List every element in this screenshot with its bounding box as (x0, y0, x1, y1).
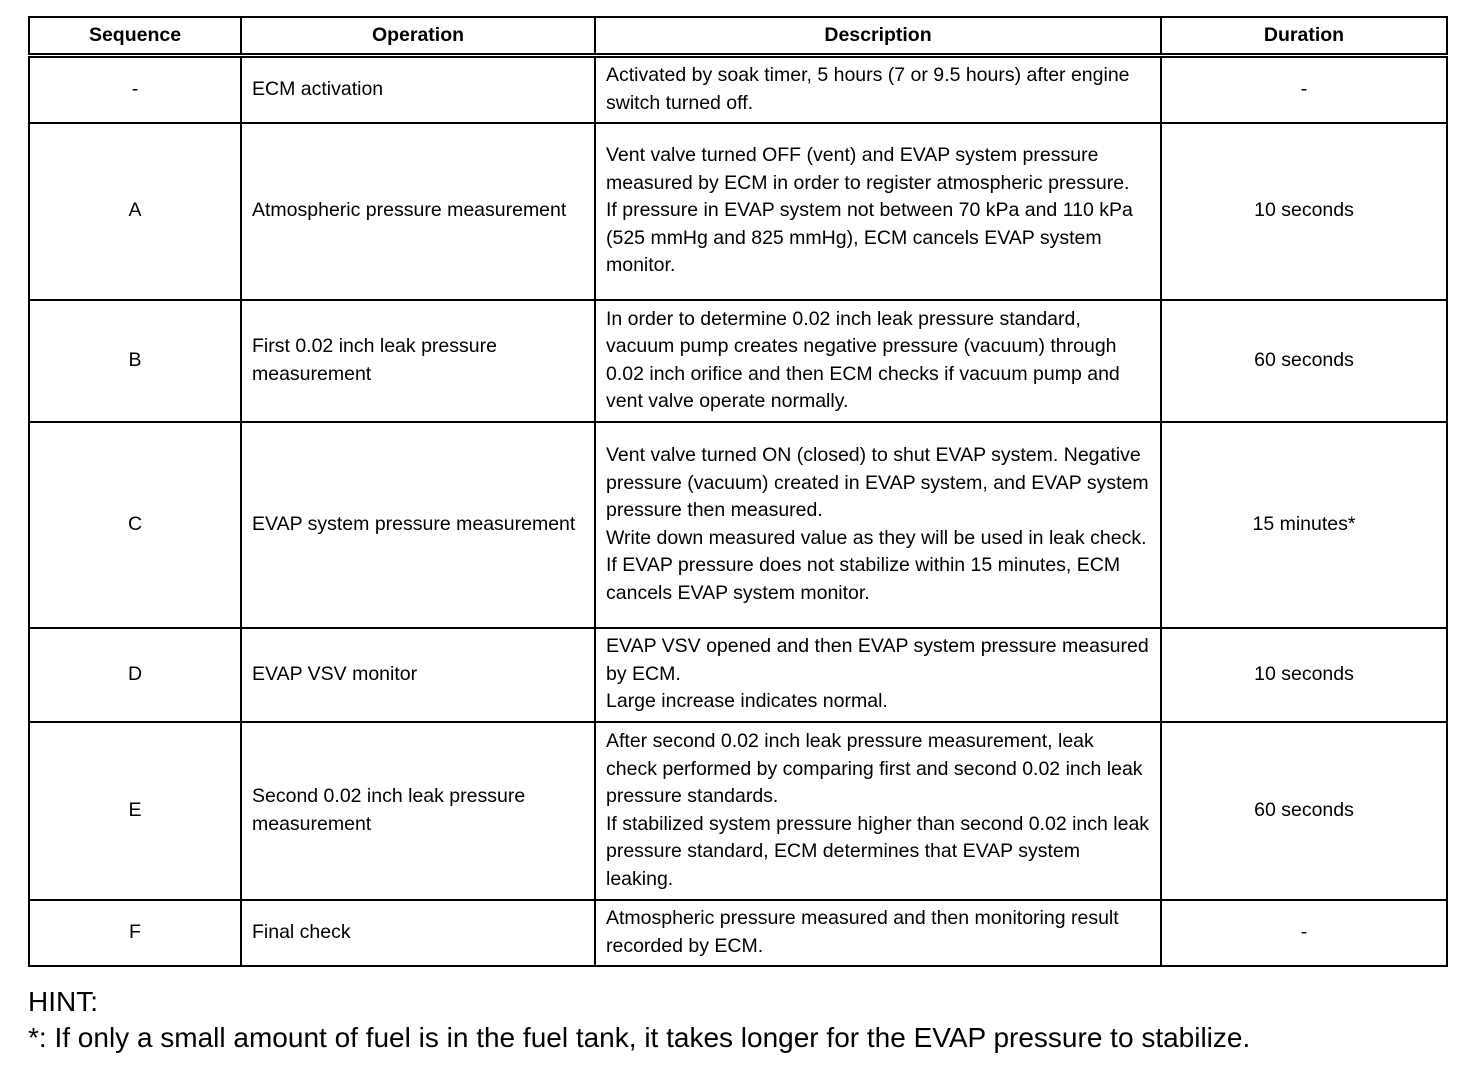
cell-operation: Atmospheric pressure measurement (241, 123, 595, 300)
description-paragraph: In order to determine 0.02 inch leak pressure standard, vacuum pump creates negative pressure (vacuum) through 0.02 inch orifice and then ECM checks if vacuum pump and vent valve operate normally. (606, 307, 1120, 412)
cell-description (595, 300, 1161, 422)
cell-sequence: - (29, 56, 241, 123)
cell-operation: Second 0.02 inch leak pressure measurement (241, 722, 595, 900)
table-header-row (29, 17, 1447, 56)
table-row (29, 900, 1447, 966)
description-paragraph: Vent valve turned ON (closed) to shut EVAP system. Negative pressure (vacuum) created in EVAP system, and EVAP system pressure then measured. (606, 444, 1149, 521)
description-paragraph: If stabilized system pressure higher than second 0.02 inch leak pressure standard, ECM determines that EVAP system leaking. (606, 812, 1150, 890)
cell-duration: - (1161, 56, 1447, 123)
cell-duration: - (1161, 900, 1447, 966)
evap-monitor-sequence-table (28, 16, 1448, 967)
cell-sequence: D (29, 628, 241, 722)
description-paragraph: After second 0.02 inch leak pressure measurement, leak check performed by comparing first and second 0.02 inch leak pressure standards. (606, 730, 1143, 807)
cell-duration: 15 minutes* (1161, 422, 1447, 628)
cell-sequence: A (29, 123, 241, 300)
cell-operation: EVAP VSV monitor (241, 628, 595, 722)
header-sequence: Sequence (29, 17, 241, 56)
cell-sequence: B (29, 300, 241, 422)
cell-description (595, 422, 1161, 628)
cell-operation: ECM activation (241, 56, 595, 123)
table-row (29, 422, 1447, 628)
table-row (29, 722, 1447, 900)
cell-description (595, 628, 1161, 722)
hint-text: *: If only a small amount of fuel is in the fuel tank, it takes longer for the EVAP pressure to stabilize. (28, 1022, 1251, 1053)
cell-operation: EVAP system pressure measurement (241, 422, 595, 628)
hint-note (28, 984, 1448, 1056)
cell-duration: 10 seconds (1161, 123, 1447, 300)
cell-duration: 60 seconds (1161, 722, 1447, 900)
description-paragraph: Vent valve turned OFF (vent) and EVAP system pressure measured by ECM in order to register atmospheric pressure. (606, 144, 1130, 194)
cell-description (595, 56, 1161, 123)
description-paragraph: If EVAP pressure does not stabilize within 15 minutes, ECM cancels EVAP system monitor. (606, 554, 1121, 604)
cell-sequence: E (29, 722, 241, 900)
cell-duration: 10 seconds (1161, 628, 1447, 722)
description-paragraph: EVAP VSV opened and then EVAP system pressure measured by ECM. (606, 635, 1149, 685)
table-row (29, 628, 1447, 722)
description-paragraph: Large increase indicates normal. (606, 690, 888, 713)
description-paragraph: Atmospheric pressure measured and then monitoring result recorded by ECM. (606, 907, 1119, 957)
header-description: Description (595, 17, 1161, 56)
description-paragraph: Write down measured value as they will be used in leak check. (606, 526, 1147, 549)
cell-sequence: C (29, 422, 241, 628)
hint-title: HINT: (28, 986, 98, 1017)
cell-description (595, 722, 1161, 900)
cell-operation: Final check (241, 900, 595, 966)
header-duration: Duration (1161, 17, 1447, 56)
cell-duration: 60 seconds (1161, 300, 1447, 422)
table-row (29, 56, 1447, 123)
cell-sequence: F (29, 900, 241, 966)
table-row (29, 123, 1447, 300)
header-operation: Operation (241, 17, 595, 56)
description-paragraph: Activated by soak timer, 5 hours (7 or 9.5 hours) after engine switch turned off. (606, 64, 1130, 114)
cell-description (595, 123, 1161, 300)
description-paragraph: If pressure in EVAP system not between 70 kPa and 110 kPa (525 mmHg and 825 mmHg), ECM cancels EVAP system monitor. (606, 199, 1133, 277)
cell-operation: First 0.02 inch leak pressure measurement (241, 300, 595, 422)
table-row (29, 300, 1447, 422)
cell-description (595, 900, 1161, 966)
